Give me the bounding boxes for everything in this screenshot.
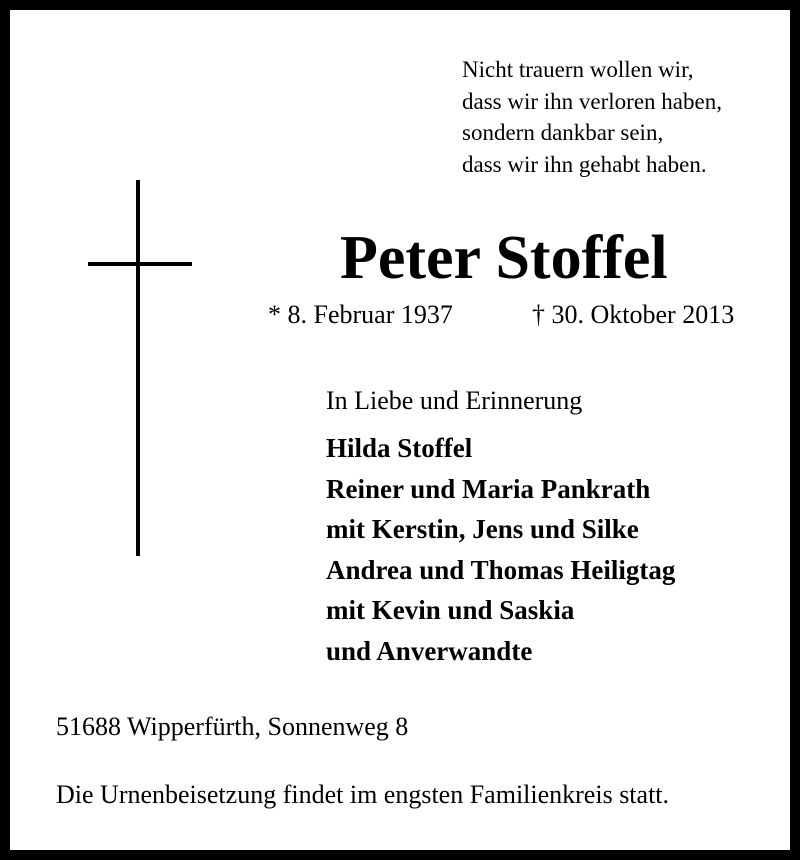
cross-horizontal-bar	[88, 262, 192, 266]
motto-line: dass wir ihn verloren haben,	[462, 88, 722, 114]
family-address: 51688 Wipperfürth, Sonnenweg 8	[56, 712, 409, 741]
mourner-line: Andrea und Thomas Heiligtag	[326, 554, 676, 585]
deceased-name: Peter Stoffel	[340, 224, 668, 292]
mourning-intro: In Liebe und Erinnerung	[326, 386, 583, 415]
motto-line: sondern dankbar sein,	[462, 120, 664, 145]
death-date: † 30. Oktober 2013	[532, 300, 735, 329]
mourner-line: Hilda Stoffel	[326, 433, 473, 463]
cross-icon	[84, 180, 194, 558]
mourner-line: Reiner und Maria Pankrath	[326, 473, 651, 504]
motto-line: Nicht trauern wollen wir,	[462, 57, 694, 82]
motto-line: dass wir ihn gehabt haben.	[462, 151, 707, 177]
burial-notice: Die Urnenbeisetzung findet im engsten Familienkreis statt.	[56, 780, 670, 809]
mourner-line: mit Kevin und Saskia	[326, 595, 575, 625]
birth-date: * 8. Februar 1937	[268, 300, 453, 329]
cross-vertical-bar	[136, 180, 140, 556]
motto-verse	[462, 54, 792, 180]
mourners-list	[326, 428, 675, 671]
mourner-line: mit Kerstin, Jens und Silke	[326, 514, 639, 544]
mourner-line: und Anverwandte	[326, 635, 533, 666]
